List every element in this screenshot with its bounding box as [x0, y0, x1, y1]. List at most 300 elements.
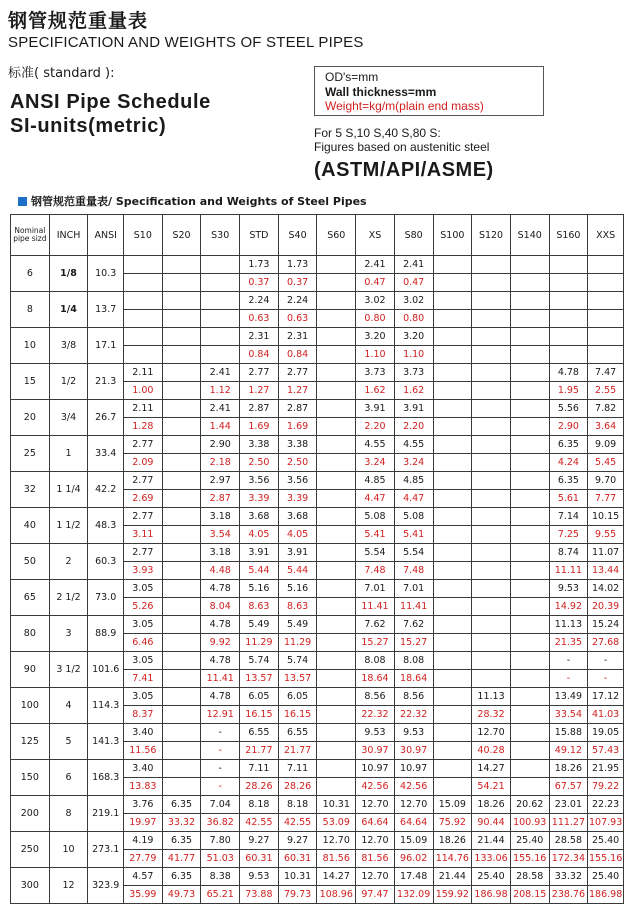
- ansi-od-cell: 21.3: [88, 364, 124, 400]
- weight-cell: 4.05: [240, 526, 279, 544]
- weight-cell: 19.97: [124, 814, 163, 832]
- wall-thickness-cell: 9.53: [394, 724, 433, 742]
- weight-cell: 2.50: [278, 454, 317, 472]
- wall-thickness-cell: 8.18: [278, 796, 317, 814]
- wall-thickness-cell: 2.97: [201, 472, 240, 490]
- weight-cell: 42.56: [394, 778, 433, 796]
- wall-thickness-cell: [162, 724, 201, 742]
- weight-cell: 5.41: [394, 526, 433, 544]
- table-row-wall: [11, 652, 624, 670]
- wall-thickness-cell: [124, 256, 163, 274]
- wall-thickness-cell: 2.24: [240, 292, 279, 310]
- wall-thickness-cell: [510, 436, 549, 454]
- wall-thickness-cell: 20.62: [510, 796, 549, 814]
- wall-thickness-cell: [510, 328, 549, 346]
- weight-cell: 12.91: [201, 706, 240, 724]
- wall-thickness-cell: 3.68: [278, 508, 317, 526]
- wall-thickness-cell: 2.77: [124, 436, 163, 454]
- units-od: OD's=mm: [325, 70, 379, 84]
- weight-cell: [317, 706, 356, 724]
- wall-thickness-cell: [317, 256, 356, 274]
- inch-size-cell: 2: [49, 544, 88, 580]
- weight-cell: 1.27: [278, 382, 317, 400]
- inch-size-cell: 1: [49, 436, 88, 472]
- weight-cell: 49.12: [549, 742, 588, 760]
- weight-cell: 16.15: [278, 706, 317, 724]
- wall-thickness-cell: [317, 472, 356, 490]
- wall-thickness-cell: 3.05: [124, 580, 163, 598]
- units-weight: Weight=kg/m(plain end mass): [325, 99, 484, 113]
- weight-cell: 75.92: [433, 814, 472, 832]
- weight-cell: 28.26: [240, 778, 279, 796]
- weight-cell: 13.44: [588, 562, 624, 580]
- weight-cell: [510, 670, 549, 688]
- wall-thickness-cell: [124, 292, 163, 310]
- wall-thickness-cell: 7.80: [201, 832, 240, 850]
- wall-thickness-cell: 3.56: [278, 472, 317, 490]
- weight-cell: 1.28: [124, 418, 163, 436]
- wall-thickness-cell: [162, 652, 201, 670]
- page-title-en: SPECIFICATION AND WEIGHTS OF STEEL PIPES: [8, 34, 364, 51]
- ansi-od-cell: 60.3: [88, 544, 124, 580]
- weight-cell: [510, 526, 549, 544]
- wall-thickness-cell: [510, 544, 549, 562]
- weight-cell: 1.00: [124, 382, 163, 400]
- nominal-size-cell: 40: [11, 508, 50, 544]
- weight-cell: 40.28: [472, 742, 511, 760]
- weight-cell: 0.37: [240, 274, 279, 292]
- weight-cell: 33.54: [549, 706, 588, 724]
- units-wall-thickness: Wall thickness=mm: [325, 84, 437, 99]
- wall-thickness-cell: [549, 292, 588, 310]
- wall-thickness-cell: 6.35: [549, 472, 588, 490]
- weight-cell: 11.56: [124, 742, 163, 760]
- ansi-od-cell: 10.3: [88, 256, 124, 292]
- wall-thickness-cell: 3.40: [124, 760, 163, 778]
- inch-size-cell: 5: [49, 724, 88, 760]
- column-header: S100: [433, 215, 472, 256]
- wall-thickness-cell: 4.78: [201, 688, 240, 706]
- wall-thickness-cell: 5.54: [356, 544, 395, 562]
- wall-thickness-cell: [317, 652, 356, 670]
- wall-thickness-cell: [317, 724, 356, 742]
- weight-cell: 1.12: [201, 382, 240, 400]
- wall-thickness-cell: 2.77: [124, 508, 163, 526]
- inch-size-cell: 3/8: [49, 328, 88, 364]
- ansi-od-cell: 48.3: [88, 508, 124, 544]
- weight-cell: [162, 706, 201, 724]
- weight-cell: 65.21: [201, 886, 240, 904]
- weight-cell: [510, 346, 549, 364]
- weight-cell: [317, 562, 356, 580]
- weight-cell: 9.92: [201, 634, 240, 652]
- wall-thickness-cell: [317, 436, 356, 454]
- units-legend-box: [314, 66, 544, 116]
- weight-cell: 79.73: [278, 886, 317, 904]
- wall-thickness-cell: 15.09: [433, 796, 472, 814]
- wall-thickness-cell: 2.41: [201, 400, 240, 418]
- weight-cell: 90.44: [472, 814, 511, 832]
- weight-cell: [317, 778, 356, 796]
- wall-thickness-cell: 5.74: [278, 652, 317, 670]
- weight-cell: 21.77: [240, 742, 279, 760]
- wall-thickness-cell: [162, 328, 201, 346]
- column-header: INCH: [49, 215, 88, 256]
- weight-cell: 2.09: [124, 454, 163, 472]
- weight-cell: 8.63: [240, 598, 279, 616]
- wall-thickness-cell: 12.70: [317, 832, 356, 850]
- weight-cell: 0.63: [278, 310, 317, 328]
- weight-cell: [549, 274, 588, 292]
- weight-cell: [472, 418, 511, 436]
- austenitic-note: [314, 126, 489, 154]
- ansi-od-cell: 13.7: [88, 292, 124, 328]
- weight-cell: [433, 382, 472, 400]
- wall-thickness-cell: 1.73: [240, 256, 279, 274]
- wall-thickness-cell: [510, 760, 549, 778]
- ansi-od-cell: 26.7: [88, 400, 124, 436]
- weight-cell: [472, 454, 511, 472]
- weight-cell: [433, 598, 472, 616]
- weight-cell: 3.64: [588, 418, 624, 436]
- weight-cell: 22.32: [394, 706, 433, 724]
- weight-cell: 7.48: [356, 562, 395, 580]
- wall-thickness-cell: 8.56: [394, 688, 433, 706]
- weight-cell: 54.21: [472, 778, 511, 796]
- weight-cell: [162, 634, 201, 652]
- weight-cell: [162, 742, 201, 760]
- wall-thickness-cell: 4.78: [201, 580, 240, 598]
- weight-cell: 42.55: [240, 814, 279, 832]
- wall-thickness-cell: [433, 580, 472, 598]
- weight-cell: -: [588, 670, 624, 688]
- weight-cell: 8.63: [278, 598, 317, 616]
- wall-thickness-cell: [201, 292, 240, 310]
- weight-cell: 1.69: [240, 418, 279, 436]
- weight-cell: 41.77: [162, 850, 201, 868]
- weight-cell: 6.46: [124, 634, 163, 652]
- wall-thickness-cell: -: [588, 652, 624, 670]
- wall-thickness-cell: 9.53: [356, 724, 395, 742]
- weight-cell: [124, 310, 163, 328]
- nominal-size-cell: 150: [11, 760, 50, 796]
- weight-cell: 2.50: [240, 454, 279, 472]
- wall-thickness-cell: [317, 616, 356, 634]
- wall-thickness-cell: [162, 508, 201, 526]
- weight-cell: -: [549, 670, 588, 688]
- note-line1: For 5 S,10 S,40 S,80 S:: [314, 126, 441, 140]
- weight-cell: 4.24: [549, 454, 588, 472]
- table-caption: [18, 193, 367, 209]
- weight-cell: [472, 310, 511, 328]
- weight-cell: [162, 598, 201, 616]
- wall-thickness-cell: 2.31: [278, 328, 317, 346]
- weight-cell: 67.57: [549, 778, 588, 796]
- weight-cell: 28.26: [278, 778, 317, 796]
- weight-cell: 208.15: [510, 886, 549, 904]
- wall-thickness-cell: 14.27: [472, 760, 511, 778]
- weight-cell: 3.24: [394, 454, 433, 472]
- weight-cell: [433, 454, 472, 472]
- wall-thickness-cell: 3.20: [394, 328, 433, 346]
- note-line2: Figures based on austenitic steel: [314, 140, 490, 154]
- ansi-od-cell: 168.3: [88, 760, 124, 796]
- weight-cell: 4.47: [356, 490, 395, 508]
- weight-cell: 81.56: [317, 850, 356, 868]
- weight-cell: [201, 346, 240, 364]
- wall-thickness-cell: [433, 328, 472, 346]
- weight-cell: 79.22: [588, 778, 624, 796]
- wall-thickness-cell: [510, 688, 549, 706]
- weight-cell: 108.96: [317, 886, 356, 904]
- column-header: S160: [549, 215, 588, 256]
- weight-cell: 1.10: [394, 346, 433, 364]
- wall-thickness-cell: [472, 616, 511, 634]
- inch-size-cell: 6: [49, 760, 88, 796]
- weight-cell: [433, 490, 472, 508]
- wall-thickness-cell: 2.31: [240, 328, 279, 346]
- inch-size-cell: 1/4: [49, 292, 88, 328]
- weight-cell: [433, 634, 472, 652]
- weight-cell: 27.68: [588, 634, 624, 652]
- wall-thickness-cell: 3.20: [356, 328, 395, 346]
- wall-thickness-cell: 5.08: [394, 508, 433, 526]
- weight-cell: 11.41: [394, 598, 433, 616]
- wall-thickness-cell: 3.38: [278, 436, 317, 454]
- wall-thickness-cell: 10.97: [356, 760, 395, 778]
- inch-size-cell: 3: [49, 616, 88, 652]
- table-row-wall: [11, 328, 624, 346]
- column-header: Nominal pipe sizd: [11, 215, 50, 256]
- weight-cell: 21.35: [549, 634, 588, 652]
- weight-cell: [162, 562, 201, 580]
- wall-thickness-cell: [124, 328, 163, 346]
- wall-thickness-cell: 7.14: [549, 508, 588, 526]
- wall-thickness-cell: [510, 508, 549, 526]
- weight-cell: 60.31: [278, 850, 317, 868]
- wall-thickness-cell: [317, 580, 356, 598]
- weight-cell: [124, 274, 163, 292]
- wall-thickness-cell: [510, 472, 549, 490]
- wall-thickness-cell: [510, 256, 549, 274]
- wall-thickness-cell: 25.40: [510, 832, 549, 850]
- wall-thickness-cell: 2.77: [278, 364, 317, 382]
- inch-size-cell: 1 1/4: [49, 472, 88, 508]
- wall-thickness-cell: [472, 292, 511, 310]
- weight-cell: 111.27: [549, 814, 588, 832]
- wall-thickness-cell: [162, 544, 201, 562]
- weight-cell: [162, 418, 201, 436]
- wall-thickness-cell: -: [549, 652, 588, 670]
- wall-thickness-cell: 9.53: [240, 868, 279, 886]
- wall-thickness-cell: 21.44: [433, 868, 472, 886]
- weight-cell: [162, 670, 201, 688]
- wall-thickness-cell: [510, 724, 549, 742]
- wall-thickness-cell: [433, 436, 472, 454]
- wall-thickness-cell: [472, 436, 511, 454]
- weight-cell: 13.57: [240, 670, 279, 688]
- weight-cell: 5.41: [356, 526, 395, 544]
- ansi-od-cell: 88.9: [88, 616, 124, 652]
- weight-cell: 2.20: [394, 418, 433, 436]
- weight-cell: 155.16: [588, 850, 624, 868]
- column-header: S40: [278, 215, 317, 256]
- nominal-size-cell: 8: [11, 292, 50, 328]
- wall-thickness-cell: 10.15: [588, 508, 624, 526]
- table-row-wall: [11, 832, 624, 850]
- weight-cell: [510, 418, 549, 436]
- weight-cell: [201, 274, 240, 292]
- wall-thickness-cell: [317, 508, 356, 526]
- weight-cell: [472, 346, 511, 364]
- weight-cell: [162, 490, 201, 508]
- wall-thickness-cell: 9.09: [588, 436, 624, 454]
- wall-thickness-cell: 3.91: [356, 400, 395, 418]
- wall-thickness-cell: 15.88: [549, 724, 588, 742]
- wall-thickness-cell: 3.91: [240, 544, 279, 562]
- wall-thickness-cell: 6.05: [278, 688, 317, 706]
- weight-cell: 73.88: [240, 886, 279, 904]
- wall-thickness-cell: 17.48: [394, 868, 433, 886]
- inch-size-cell: 8: [49, 796, 88, 832]
- nominal-size-cell: 200: [11, 796, 50, 832]
- weight-cell: [317, 742, 356, 760]
- wall-thickness-cell: [510, 400, 549, 418]
- column-header: S10: [124, 215, 163, 256]
- wall-thickness-cell: 8.08: [356, 652, 395, 670]
- wall-thickness-cell: 11.13: [472, 688, 511, 706]
- wall-thickness-cell: [162, 292, 201, 310]
- wall-thickness-cell: [433, 400, 472, 418]
- wall-thickness-cell: 18.26: [472, 796, 511, 814]
- nominal-size-cell: 20: [11, 400, 50, 436]
- weight-cell: 7.41: [124, 670, 163, 688]
- weight-cell: [510, 562, 549, 580]
- wall-thickness-cell: 5.74: [240, 652, 279, 670]
- inch-size-cell: 3/4: [49, 400, 88, 436]
- weight-cell: 15.27: [356, 634, 395, 652]
- nominal-size-cell: 65: [11, 580, 50, 616]
- wall-thickness-cell: 12.70: [356, 796, 395, 814]
- weight-cell: [317, 310, 356, 328]
- wall-thickness-cell: 3.91: [278, 544, 317, 562]
- weight-cell: 172.34: [549, 850, 588, 868]
- wall-thickness-cell: 3.73: [356, 364, 395, 382]
- weight-cell: 2.90: [549, 418, 588, 436]
- weight-cell: 11.29: [278, 634, 317, 652]
- table-row-wall: [11, 868, 624, 886]
- weight-cell: -: [201, 778, 240, 796]
- weight-cell: 238.76: [549, 886, 588, 904]
- wall-thickness-cell: [317, 292, 356, 310]
- wall-thickness-cell: [472, 400, 511, 418]
- ansi-od-cell: 323.9: [88, 868, 124, 904]
- wall-thickness-cell: 5.54: [394, 544, 433, 562]
- weight-cell: 15.27: [394, 634, 433, 652]
- wall-thickness-cell: 8.56: [356, 688, 395, 706]
- nominal-size-cell: 25: [11, 436, 50, 472]
- wall-thickness-cell: 8.18: [240, 796, 279, 814]
- weight-cell: 18.64: [356, 670, 395, 688]
- weight-cell: 22.32: [356, 706, 395, 724]
- table-row-wall: [11, 256, 624, 274]
- wall-thickness-cell: [433, 364, 472, 382]
- wall-thickness-cell: 4.19: [124, 832, 163, 850]
- wall-thickness-cell: 10.97: [394, 760, 433, 778]
- wall-thickness-cell: 2.24: [278, 292, 317, 310]
- table-body: [11, 256, 624, 904]
- ansi-od-cell: 114.3: [88, 688, 124, 724]
- table-row-wall: [11, 724, 624, 742]
- table-row-wall: [11, 472, 624, 490]
- wall-thickness-cell: 6.35: [549, 436, 588, 454]
- table-row-wall: [11, 544, 624, 562]
- wall-thickness-cell: 18.26: [433, 832, 472, 850]
- nominal-size-cell: 100: [11, 688, 50, 724]
- weight-cell: [317, 490, 356, 508]
- weight-cell: 3.39: [240, 490, 279, 508]
- nominal-size-cell: 300: [11, 868, 50, 904]
- weight-cell: 1.10: [356, 346, 395, 364]
- wall-thickness-cell: [510, 364, 549, 382]
- inch-size-cell: 2 1/2: [49, 580, 88, 616]
- weight-cell: [317, 454, 356, 472]
- weight-cell: 53.09: [317, 814, 356, 832]
- wall-thickness-cell: [317, 688, 356, 706]
- page-title-cn: 钢管规范重量表: [8, 10, 149, 32]
- inch-size-cell: 4: [49, 688, 88, 724]
- weight-cell: 81.56: [356, 850, 395, 868]
- weight-cell: 49.73: [162, 886, 201, 904]
- wall-thickness-cell: 4.78: [549, 364, 588, 382]
- wall-thickness-cell: [433, 616, 472, 634]
- wall-thickness-cell: [472, 652, 511, 670]
- wall-thickness-cell: 3.56: [240, 472, 279, 490]
- wall-thickness-cell: 3.40: [124, 724, 163, 742]
- wall-thickness-cell: 2.41: [394, 256, 433, 274]
- wall-thickness-cell: 12.70: [356, 832, 395, 850]
- wall-thickness-cell: 33.32: [549, 868, 588, 886]
- weight-cell: [162, 382, 201, 400]
- weight-cell: 155.16: [510, 850, 549, 868]
- table-row-wall: [11, 580, 624, 598]
- wall-thickness-cell: 25.40: [472, 868, 511, 886]
- weight-cell: [510, 490, 549, 508]
- weight-cell: 2.87: [201, 490, 240, 508]
- weight-cell: [317, 382, 356, 400]
- wall-thickness-cell: 3.38: [240, 436, 279, 454]
- weight-cell: [510, 382, 549, 400]
- wall-thickness-cell: [472, 364, 511, 382]
- wall-thickness-cell: 7.47: [588, 364, 624, 382]
- weight-cell: [317, 598, 356, 616]
- weight-cell: 4.48: [201, 562, 240, 580]
- weight-cell: 0.37: [278, 274, 317, 292]
- weight-cell: 7.77: [588, 490, 624, 508]
- wall-thickness-cell: 15.24: [588, 616, 624, 634]
- column-header: S140: [510, 215, 549, 256]
- wall-thickness-cell: 7.62: [356, 616, 395, 634]
- weight-cell: 2.69: [124, 490, 163, 508]
- column-header: S30: [201, 215, 240, 256]
- wall-thickness-cell: 11.07: [588, 544, 624, 562]
- weight-cell: 27.79: [124, 850, 163, 868]
- table-row-wall: [11, 796, 624, 814]
- ansi-od-cell: 273.1: [88, 832, 124, 868]
- column-header: S20: [162, 215, 201, 256]
- wall-thickness-cell: 22.23: [588, 796, 624, 814]
- weight-cell: 41.03: [588, 706, 624, 724]
